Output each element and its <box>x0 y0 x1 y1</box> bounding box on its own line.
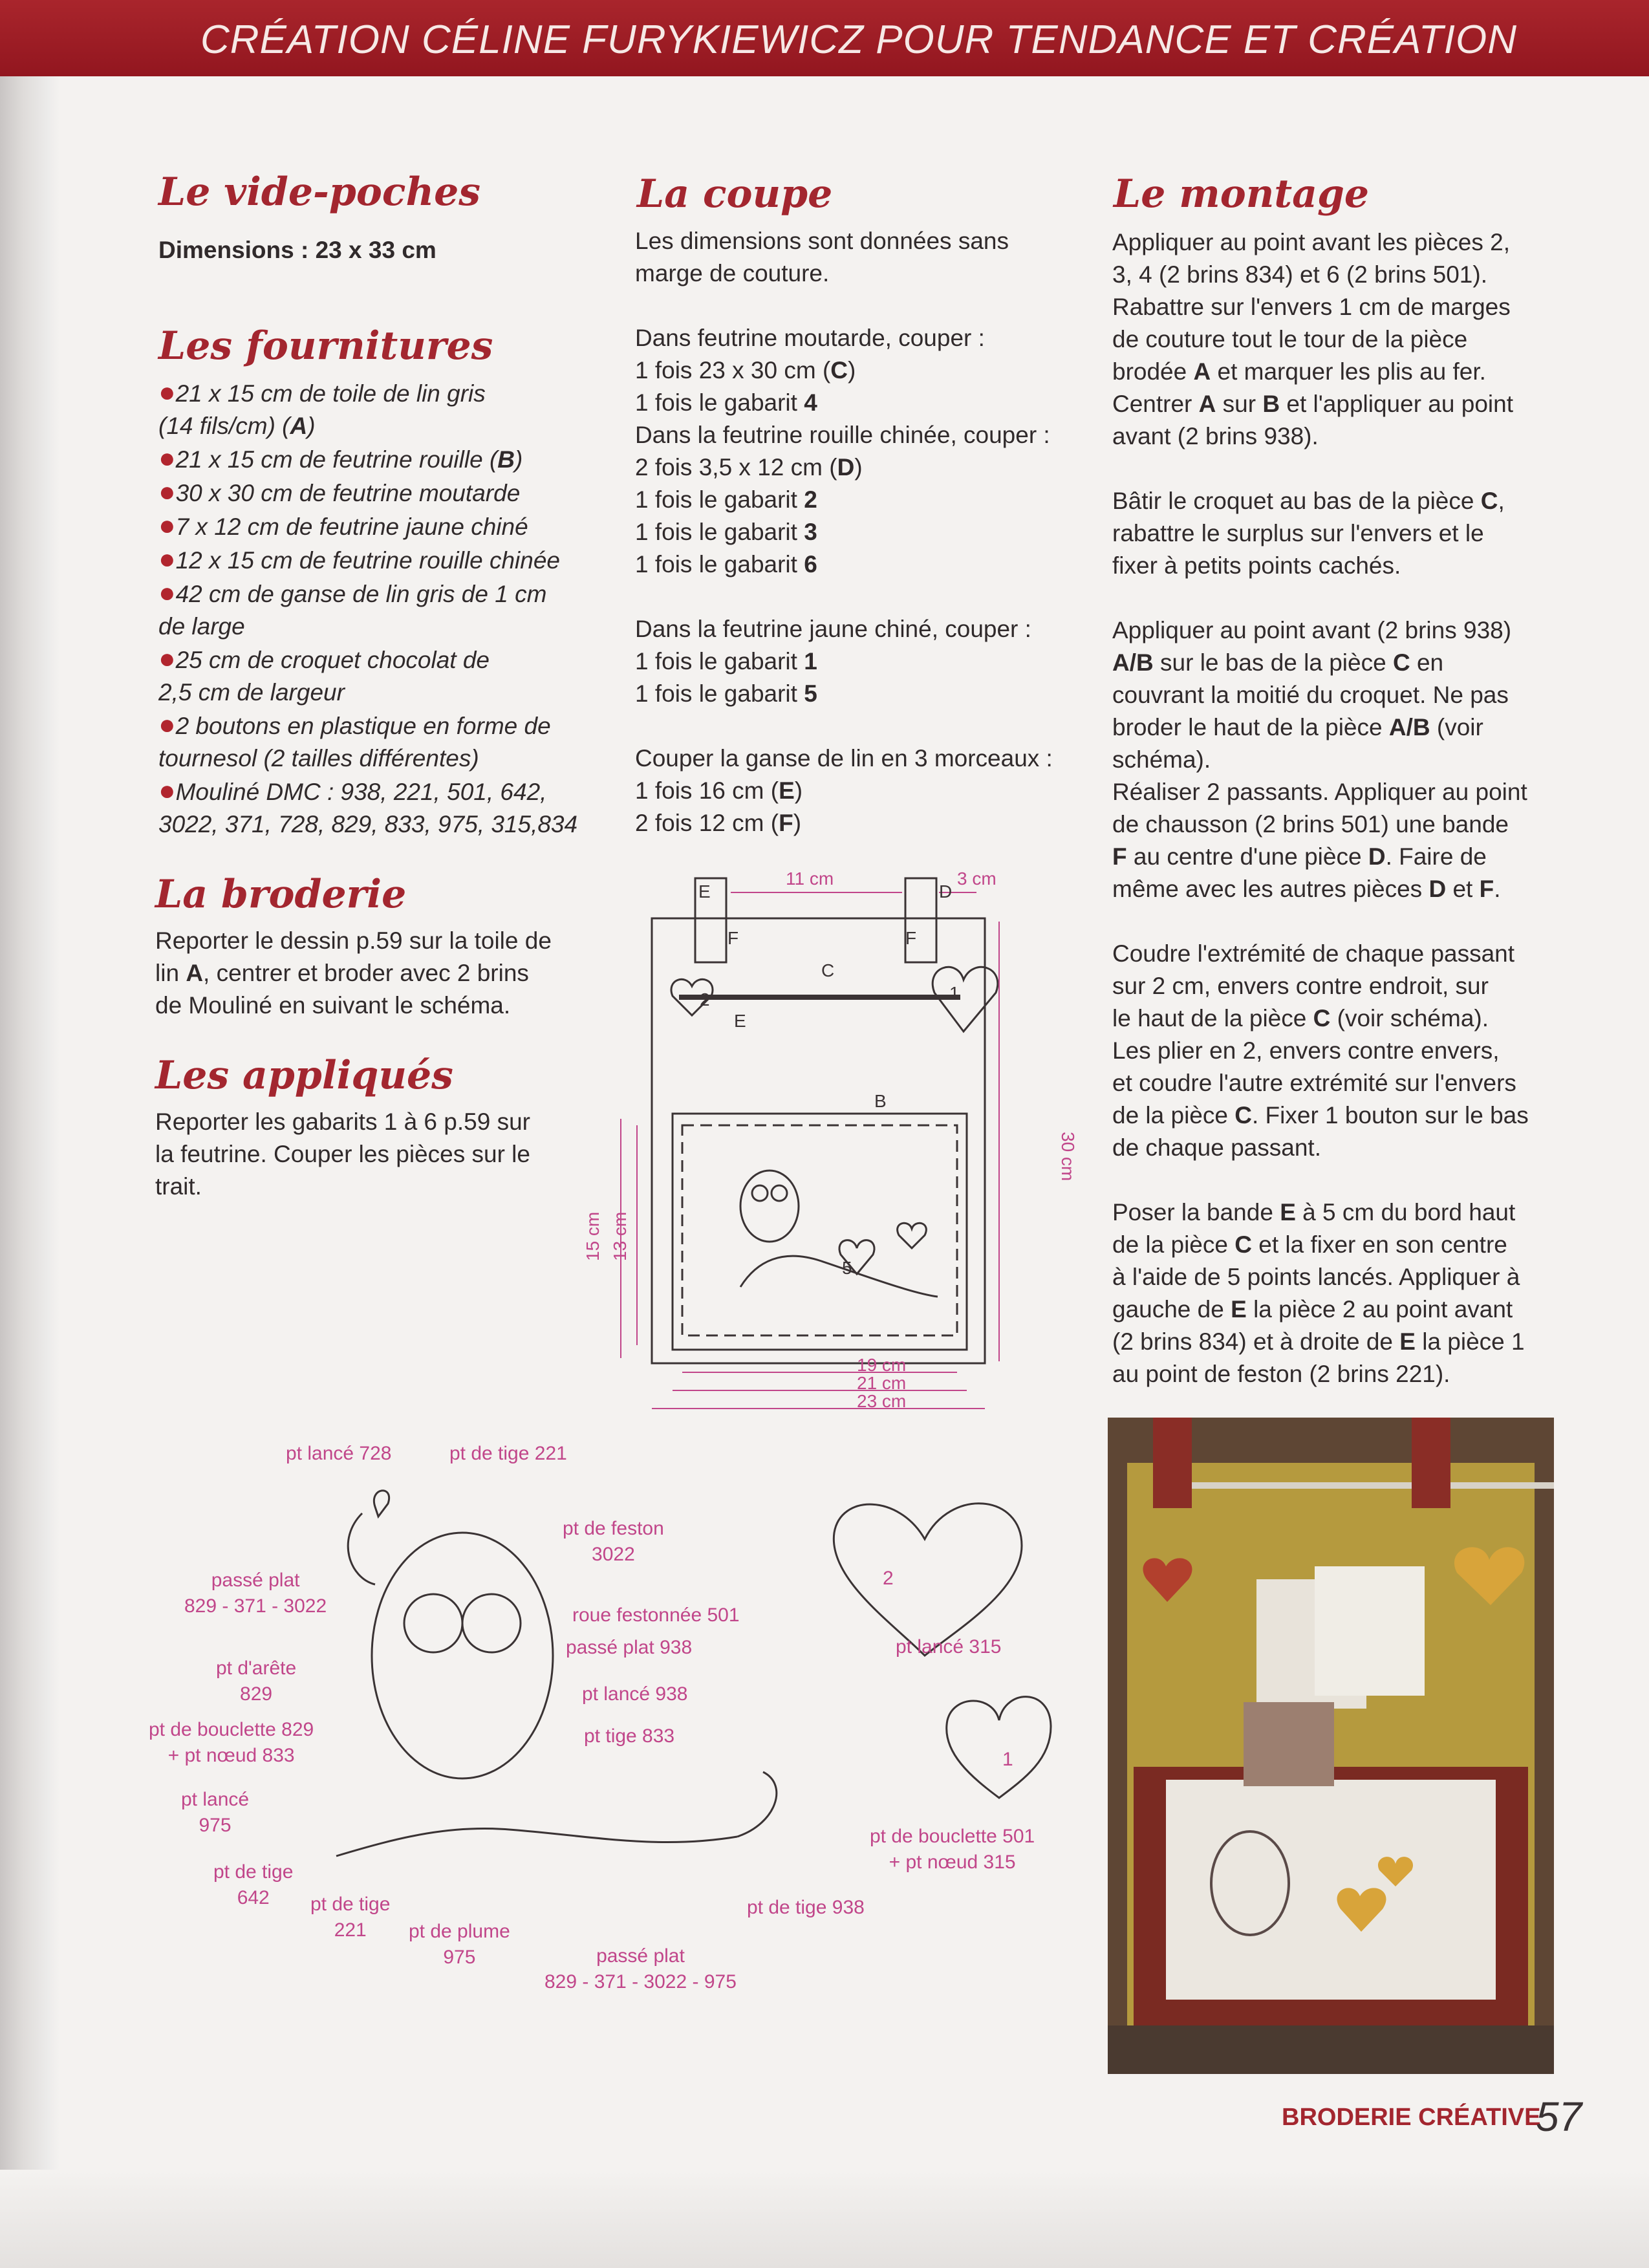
coupe-line: Les dimensions sont données sans <box>635 228 1009 254</box>
page-bottom-edge <box>0 2170 1649 2268</box>
montage-line <box>1112 905 1604 938</box>
fourniture-item: ●21 x 15 cm de toile de lin gris <box>158 376 486 408</box>
coupe-text <box>635 225 1101 839</box>
owl-eye-right <box>771 1185 787 1201</box>
stitch-label-2: pt de tige 221 <box>449 1443 567 1464</box>
coupe-line: 1 fois le gabarit 3 <box>635 519 817 545</box>
montage-line: (2 brins 834) et à droite de E la pièce 1 <box>1112 1328 1525 1355</box>
montage-line: même avec les autres pièces D et F. <box>1112 876 1501 902</box>
section-title-vide-poches: Le vide-poches <box>158 169 481 215</box>
bullet-dot-icon: ● <box>158 442 176 474</box>
appliques-line: trait. <box>155 1173 202 1200</box>
montage-line: le haut de la pièce C (voir schéma). <box>1112 1005 1489 1031</box>
page-number: 57 <box>1536 2093 1582 2140</box>
montage-line <box>1112 453 1604 485</box>
fourniture-item: ●30 x 30 cm de feutrine moutarde <box>158 476 521 508</box>
header-banner <box>0 0 1649 76</box>
stitch-label-12: pt de tige 642 <box>213 1861 294 1908</box>
swirl-left <box>348 1513 375 1584</box>
montage-line: Coudre l'extrémité de chaque passant <box>1112 940 1515 967</box>
stitch-label-11: pt lancé 975 <box>181 1789 250 1836</box>
label-f-left: F <box>727 928 739 948</box>
owl-outline <box>372 1533 553 1778</box>
montage-line: de couture tout le tour de la pièce <box>1112 326 1468 352</box>
label-e-band: E <box>734 1011 746 1031</box>
stitch-label-4: passé plat 829 - 371 - 3022 <box>184 1570 327 1617</box>
fourniture-item: ●2 boutons en plastique en forme de <box>158 709 551 740</box>
bullet-dot-icon: ● <box>158 376 176 408</box>
montage-line: de chaque passant. <box>1112 1134 1321 1161</box>
bullet-dot-icon: ● <box>158 577 176 609</box>
stitch-label-13: pt de tige 221 <box>310 1894 391 1941</box>
stitch-label-16: passé plat 829 - 371 - 3022 - 975 <box>544 1945 737 1993</box>
montage-line: A/B sur le bas de la pièce C en <box>1112 649 1444 676</box>
montage-line: schéma). <box>1112 746 1211 773</box>
montage-line: de la pièce C et la fixer en son centre <box>1112 1231 1507 1258</box>
owl-eye-left <box>752 1185 768 1201</box>
fourniture-item: 3022, 371, 728, 829, 833, 975, 315,834 <box>158 811 578 837</box>
fourniture-item: ●7 x 12 cm de feutrine jaune chiné <box>158 510 528 541</box>
stitch-label-3: pt de feston 3022 <box>563 1518 664 1565</box>
fourniture-item: ●42 cm de ganse de lin gris de 1 cm <box>158 577 547 609</box>
product-photo <box>1108 1418 1554 2074</box>
montage-text <box>1112 226 1604 1390</box>
fourniture-item: (14 fils/cm) (A) <box>158 413 316 439</box>
coupe-line <box>635 581 1101 613</box>
label-heart-5: 5 <box>842 1258 852 1278</box>
fourniture-item: ●21 x 15 cm de feutrine rouille (B) <box>158 442 523 474</box>
coupe-line: 2 fois 3,5 x 12 cm (D) <box>635 454 863 481</box>
montage-line: Centrer A sur B et l'appliquer au point <box>1112 391 1513 417</box>
coupe-line: Dans la feutrine jaune chiné, couper : <box>635 616 1031 642</box>
product-photo-illustration <box>1108 1418 1554 2074</box>
montage-line: Bâtir le croquet au bas de la pièce C, <box>1112 488 1505 514</box>
appliques-line: la feutrine. Couper les pièces sur le <box>155 1141 530 1167</box>
coupe-line <box>635 710 1101 742</box>
section-title-appliques: Les appliqués <box>155 1053 453 1098</box>
label-heart-1: 1 <box>949 983 960 1003</box>
montage-line: avant (2 brins 938). <box>1112 423 1319 449</box>
dim-23-label: 23 cm <box>857 1391 907 1411</box>
bullet-dot-icon: ● <box>158 476 176 508</box>
appliques-line: Reporter les gabarits 1 à 6 p.59 sur <box>155 1108 530 1135</box>
montage-line: Les plier en 2, envers contre envers, <box>1112 1037 1500 1064</box>
dimensions-label: Dimensions : <box>158 237 309 263</box>
label-f-right: F <box>905 928 917 948</box>
owl-body-shape <box>740 1171 799 1242</box>
fourniture-item: ●12 x 15 cm de feutrine rouille chinée <box>158 543 560 575</box>
section-title-broderie: La broderie <box>155 872 407 917</box>
stitch-label-6: passé plat 938 <box>566 1637 693 1658</box>
montage-line: rabattre le surplus sur l'envers et le <box>1112 520 1484 546</box>
coupe-line <box>635 290 1101 322</box>
montage-line: à l'aide de 5 points lancés. Appliquer à <box>1112 1264 1520 1290</box>
fourniture-item: ●Mouliné DMC : 938, 221, 501, 642, <box>158 775 547 806</box>
coupe-line: 1 fois 23 x 30 cm (C) <box>635 357 856 383</box>
montage-line: brodée A et marquer les plis au fer. <box>1112 358 1486 385</box>
label-e-top: E <box>698 881 711 902</box>
fourniture-item: ●25 cm de croquet chocolat de <box>158 643 490 675</box>
coupe-line: marge de couture. <box>635 260 830 286</box>
label-c: C <box>821 960 835 980</box>
owl-eye-left-big <box>404 1594 462 1652</box>
stitch-label-5: roue festonnée 501 <box>572 1604 740 1626</box>
label-d: D <box>939 881 953 902</box>
coupe-line: 1 fois le gabarit 2 <box>635 486 817 513</box>
montage-line: 3, 4 (2 brins 834) et 6 (2 brins 501). <box>1112 261 1487 288</box>
fournitures-list <box>158 376 611 841</box>
section-title-coupe: La coupe <box>637 171 833 217</box>
coupe-line: Couper la ganse de lin en 3 morceaux : <box>635 745 1053 772</box>
dim-11-label: 11 cm <box>786 869 834 889</box>
branch-line <box>336 1828 737 1856</box>
montage-line <box>1112 1164 1604 1196</box>
coupe-line: Dans feutrine moutarde, couper : <box>635 325 985 351</box>
heart-1-stitch: pt de bouclette 501 + pt nœud 315 <box>870 1826 1035 1873</box>
dimensions-value: 23 x 33 cm <box>315 237 436 263</box>
fourniture-item: 2,5 cm de largeur <box>158 679 345 706</box>
label-heart-2: 2 <box>700 989 710 1010</box>
section-title-montage: Le montage <box>1114 171 1370 217</box>
stitch-label-1: pt lancé 728 <box>286 1443 392 1464</box>
branch-curl <box>737 1772 777 1837</box>
stitch-label-7: pt d'arête 829 <box>216 1658 297 1705</box>
heart-template-1 <box>934 1681 1064 1804</box>
montage-line: Appliquer au point avant les pièces 2, <box>1112 229 1511 255</box>
dim-21-label: 21 cm <box>857 1373 907 1393</box>
stitch-label-8: pt lancé 938 <box>582 1683 688 1705</box>
bullet-dot-icon: ● <box>158 775 176 806</box>
coupe-line: 2 fois 12 cm (F) <box>635 810 802 836</box>
montage-line: au point de feston (2 brins 221). <box>1112 1361 1450 1387</box>
broderie-text <box>155 925 608 1022</box>
magazine-brand: BRODERIE CRÉATIVE <box>1282 2104 1541 2131</box>
montage-line: couvrant la moitié du croquet. Ne pas <box>1112 682 1509 708</box>
stitch-label-9: pt tige 833 <box>584 1725 675 1747</box>
montage-line: Poser la bande E à 5 cm du bord haut <box>1112 1199 1516 1226</box>
page-spine-shadow <box>0 0 59 2268</box>
piece-a-stitch-line <box>682 1125 957 1335</box>
montage-line: de la pièce C. Fixer 1 bouton sur le bas <box>1112 1102 1529 1129</box>
stitch-label-10: pt de bouclette 829 + pt nœud 833 <box>149 1719 314 1766</box>
coupe-line: Dans la feutrine rouille chinée, couper : <box>635 422 1050 448</box>
coupe-line: 1 fois le gabarit 1 <box>635 648 817 675</box>
piece-b-outline <box>673 1114 967 1350</box>
coupe-line: 1 fois le gabarit 4 <box>635 389 817 416</box>
montage-line: et coudre l'autre extrémité sur l'envers <box>1112 1070 1516 1096</box>
bullet-dot-icon: ● <box>158 709 176 740</box>
bullet-dot-icon: ● <box>158 510 176 541</box>
owl-branch <box>740 1256 938 1297</box>
broderie-line: Reporter le dessin p.59 sur la toile de <box>155 927 552 954</box>
label-b: B <box>874 1091 887 1111</box>
montage-line: sur 2 cm, envers contre endroit, sur <box>1112 973 1489 999</box>
stitch-label-15: pt de tige 938 <box>747 1897 865 1918</box>
tab-right <box>905 878 936 962</box>
dim-3-label: 3 cm <box>957 869 997 889</box>
montage-line <box>1112 582 1604 614</box>
heart-2-stitch: pt lancé 315 <box>896 1636 1002 1658</box>
coupe-line: 1 fois le gabarit 6 <box>635 551 817 578</box>
bullet-dot-icon: ● <box>158 543 176 575</box>
montage-line: de chausson (2 brins 501) une bande <box>1112 811 1509 837</box>
broderie-line: lin A, centrer et broder avec 2 brins <box>155 960 529 986</box>
dim-15-label: 15 cm <box>583 1211 603 1261</box>
montage-line: gauche de E la pièce 2 au point avant <box>1112 1296 1513 1323</box>
broderie-line: de Mouliné en suivant le schéma. <box>155 992 511 1019</box>
fourniture-item: tournesol (2 tailles différentes) <box>158 745 479 772</box>
owl-eye-right-big <box>462 1594 521 1652</box>
montage-line: F au centre d'une pièce D. Faire de <box>1112 843 1487 870</box>
heart-2-number: 2 <box>883 1568 894 1589</box>
appliques-text <box>155 1106 608 1203</box>
heart-1-outline <box>947 1697 1051 1798</box>
heart-1-number: 1 <box>1002 1749 1013 1770</box>
small-heart <box>374 1491 389 1517</box>
heart-2-outline <box>834 1504 1022 1656</box>
fourniture-item: de large <box>158 613 245 640</box>
assembly-schema <box>576 860 1093 1429</box>
coupe-line: 1 fois le gabarit 5 <box>635 680 817 707</box>
stitch-label-14: pt de plume 975 <box>409 1921 510 1968</box>
montage-line: Réaliser 2 passants. Appliquer au point <box>1112 779 1527 805</box>
montage-line: Appliquer au point avant (2 brins 938) <box>1112 617 1512 643</box>
heart-small-shape <box>898 1223 927 1248</box>
dimensions-line <box>158 234 436 266</box>
montage-line: Rabattre sur l'envers 1 cm de marges <box>1112 294 1511 320</box>
section-title-fournitures: Les fournitures <box>158 323 493 369</box>
montage-line: broder le haut de la pièce A/B (voir <box>1112 714 1483 740</box>
banner-title: CRÉATION CÉLINE FURYKIEWICZ POUR TENDANCE ET CRÉATION <box>200 17 1518 62</box>
bullet-dot-icon: ● <box>158 643 176 675</box>
dim-30-label: 30 cm <box>1058 1132 1078 1182</box>
montage-line: fixer à petits points cachés. <box>1112 552 1401 579</box>
dim-13-label: 13 cm <box>610 1211 630 1261</box>
dim-19-label: 19 cm <box>857 1355 907 1375</box>
coupe-line: 1 fois 16 cm (E) <box>635 777 803 804</box>
